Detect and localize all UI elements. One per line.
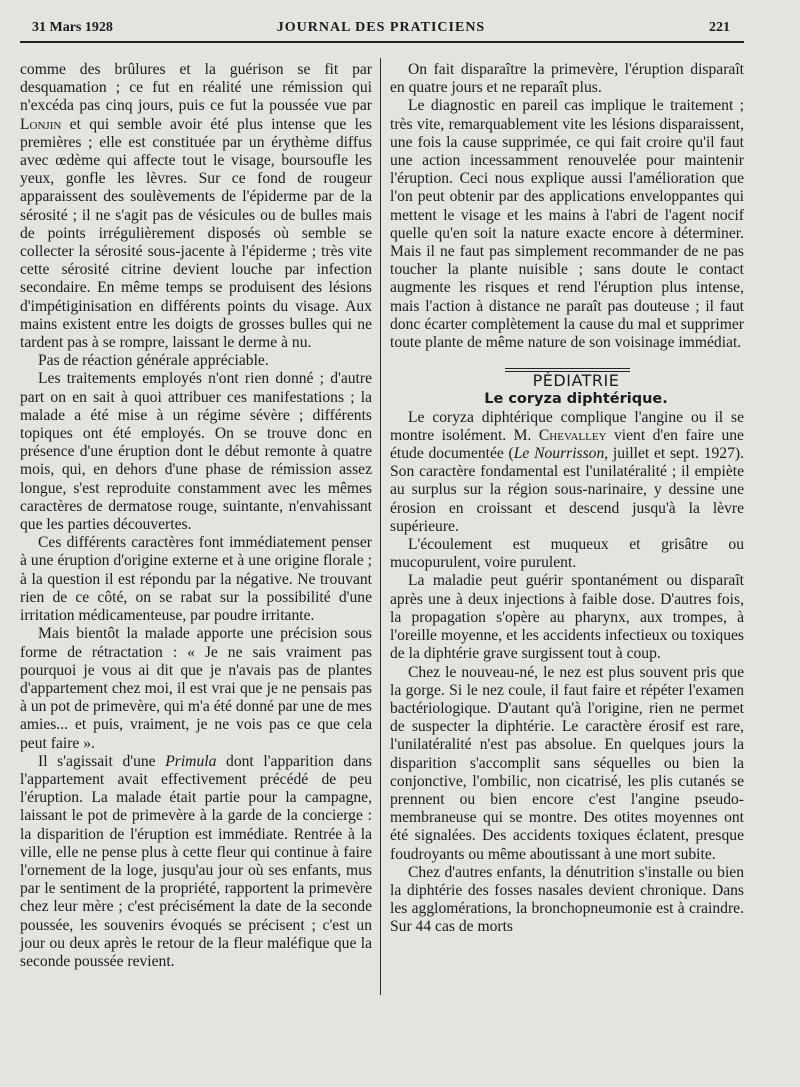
- paragraph: Le coryza diphtérique complique l'angine ou il se montre isolément. M. Chevalley vient d'en faire une étude documentée (Le Nourrisson, juillet et sept. 1927). Son caractère fondamental est l'unilatéralité ; il empiète au surplus sur la région sous-narinaire, y dessine une érosion en croissant et descend jusqu'à la lèvre supérieure.: [390, 408, 744, 535]
- header-journal-title: JOURNAL DES PRATICIENS: [276, 20, 486, 35]
- left-column: [20, 61, 372, 971]
- paragraph: Chez le nouveau-né, le nez est plus souvent pris que la gorge. Si le nez coule, il faut faire et répéter l'examen bactériologique. D'autant qu'à l'origine, rien ne permet de suspecter la diphtérie. Le caractère érosif est rare, l'unilatéralité n'est pas absolue. En quelques jours la disparition s'accomplit sans séquelles ou bien la conjonctive, l'ombilic, non cicatrisé, les plis cutanés se prennent ou bien encore c'est l'angine pseudo-membraneuse qui se montre. Des otites moyennes ont été signalées. Des accidents toxiques éclatent, presque foudroyants ou même aboutissant à une mort subite.: [390, 663, 744, 863]
- paragraph: Chez d'autres enfants, la dénutrition s'installe ou bien la diphtérie des fosses nasales devient chronique. Dans les agglomérations, la bronchopneumonie est à craindre. Sur 44 cas de morts: [390, 863, 744, 936]
- paragraph: comme des brûlures et la guérison se fit par desquamation ; ce fut en réalité une rémission qui n'excéda pas cinq jours, puis ce fut la poussée vue par Lonjin et qui semble avoir été plus intense que les premières ; elle est constituée par un érythème diffus avec œdème qui affecte tout le visage, boursoufle les yeux, gonfle les lèvres. Sur ce fond de rougeur apparaissent des soulèvements de l'épiderme par de la sérosité ; il ne s'agit pas de vésicules ou de bulles mais de points irrégulièrement disposés où semble se collecter la sérosité sous-jacente à l'épiderme ; très vite cette sérosité citrine devient louche par infection secondaire. En même temps se produisent des lésions d'impétiginisation en différents points du visage. Aux mains existent entre les doigts de grosses bulles qui ne tardent pas à se rompre, laissant le derme à nu.: [20, 61, 372, 352]
- header-rule: [20, 41, 744, 44]
- paragraph: La maladie peut guérir spontanément ou disparaît après une à deux injections à faible dose. D'autres fois, la propagation s'opère au pharynx, aux trompes, à l'oreille moyenne, et les accidents infectieux ou toxiques de la diphtérie grave surgissent tout à coup.: [390, 572, 744, 663]
- right-column: [390, 61, 744, 937]
- paragraph: Pas de réaction générale appréciable.: [38, 352, 269, 370]
- paragraph: Le diagnostic en pareil cas implique le traitement ; très vite, remarquablement vite les lésions disparaissent, une fois la cause supprimée, ce qui fait croire qu'il faut une action incessamment renouvelée pour maintenir l'éruption. Ceci nous explique aussi l'amélioration que l'on peut obtenir par des applications enveloppantes qui mettent le visage et les mains à l'abri de l'agent nocif quelle qu'en soit la nature exacte encore à déterminer. Mais il ne faut pas simplement recommander de ne pas toucher la plante nuisible ; sans doute le contact augmente les risques et rend l'éruption plus intense, mais l'action à distance ne paraît pas douteuse ; il faut donc écarter complètement la cause du mal et supprimer toute plante de même nature de son voisinage immédiat.: [390, 97, 744, 352]
- paragraph: L'écoulement est muqueux et grisâtre ou mucopurulent, voire purulent.: [390, 536, 744, 572]
- column-divider: [380, 58, 381, 995]
- author-name: Lonjin: [20, 115, 62, 133]
- header-page-number: 221: [709, 20, 730, 35]
- paragraph: Ces différents caractères font immédiatement penser à une éruption d'origine externe et à une origine florale ; à la question il est répondu par la négative. Ne trouvant rien de ce côté, on se rabat sur la possibilité d'une irritation médicamenteuse, par poudre irritante.: [20, 534, 372, 625]
- paragraph: Mais bientôt la malade apporte une précision sous forme de rétractation : « Je ne sais vraiment pas pourquoi je vous ai dit que je n'avais pas de plantes d'appartement chez moi, il est vrai que je ne pensais pas à un pot de primevère, qui m'a été donné par une de mes amies... et puis, vraiment, je ne vois pas ce que cela peut faire ».: [20, 625, 372, 752]
- article-title: Le coryza diphtérique.: [484, 391, 668, 408]
- section-heading: PÉDIATRIE: [532, 371, 620, 391]
- header-date: 31 Mars 1928: [32, 20, 113, 35]
- author-name: Chevalley: [538, 426, 607, 444]
- plant-name: Primula: [165, 752, 217, 770]
- running-header: [32, 20, 730, 40]
- paragraph: Les traitements employés n'ont rien donné ; d'autre part on en sait à quoi attribuer ces manifestations ; la malade a été mise à un régime sévère ; différents topiques ont été employés. On se trouve donc en présence d'une éruption dont le début remonte à quatre mois, qui, en dehors d'une phase de rémission assez longue, s'est reproduite constamment avec les mêmes caractères de dermatose rouge, suintante, n'envahissant que les parties découvertes.: [20, 370, 372, 534]
- paragraph: Il s'agissait d'une Primula dont l'apparition dans l'appartement avait effectivement précédé de peu l'éruption. La malade était partie pour la campagne, laissant le pot de primevère à la garde de la concierge : la disparition de l'éruption est immédiate. Rentrée à la ville, elle ne pense plus à cette fleur qui continue à faire l'ornement de la loge, jusqu'au jour où ses enfants, mus par le sentiment de la propriété, rapportent la primevère chez leur mère ; c'est précisément la date de la seconde poussée, les souvenirs évoqués se précisent ; c'est un jour ou deux après le retour de la fleur maléfique que la seconde poussée revient.: [20, 752, 372, 970]
- journal-citation: Le Nourrisson: [513, 445, 605, 463]
- paragraph: On fait disparaître la primevère, l'éruption disparaît en quatre jours et ne reparaît plus.: [390, 61, 744, 97]
